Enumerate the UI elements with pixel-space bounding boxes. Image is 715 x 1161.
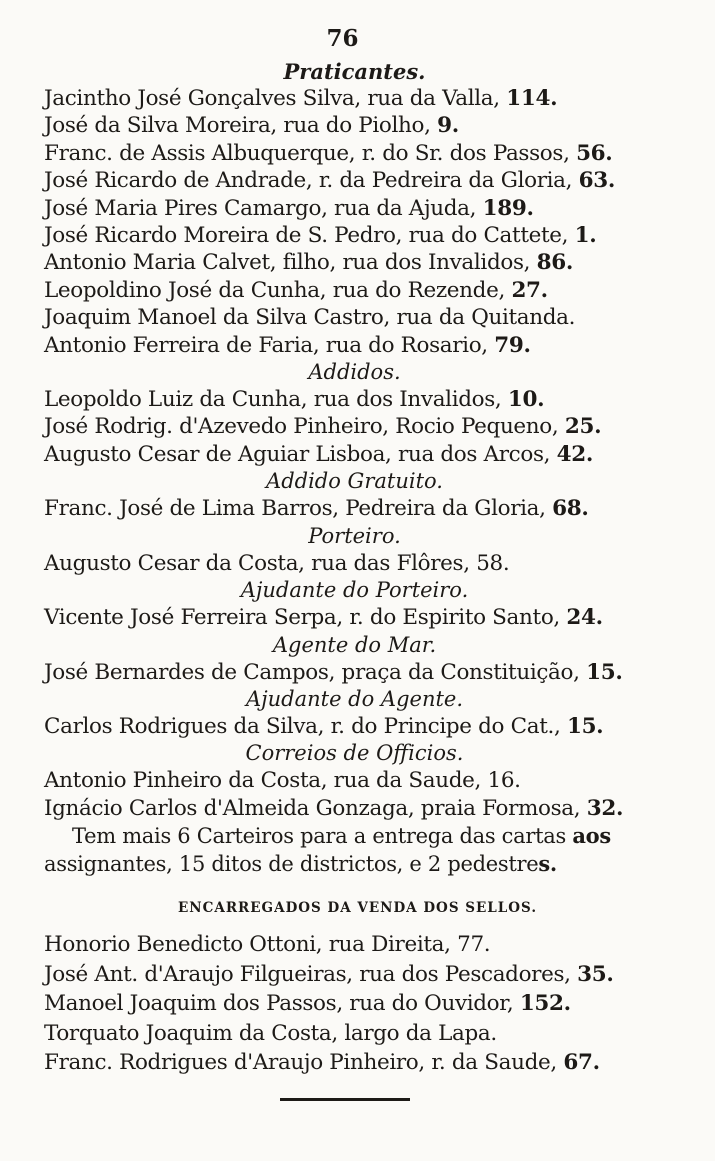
list-item: Leopoldo Luiz da Cunha, rua dos Invalidos, 10. [44, 387, 545, 413]
list-item: José da Silva Moreira, rua do Piolho, 9. [44, 113, 459, 139]
section-heading-praticantes: Praticantes. [283, 59, 426, 84]
section-heading-correios: Correios de Officios. [245, 741, 464, 766]
list-item: Franc. de Assis Albuquerque, r. do Sr. dos Passos, 56. [44, 140, 613, 166]
section-heading-porteiro: Porteiro. [308, 523, 401, 548]
section-heading-ajudante-agente: Ajudante do Agente. [245, 686, 464, 711]
list-item: José Ant. d'Araujo Filgueiras, rua dos Pescadores, 35. [44, 961, 614, 987]
list-item: Antonio Pinheiro da Costa, rua da Saude, 16. [44, 768, 521, 794]
list-item: Antonio Ferreira de Faria, rua do Rosario, 79. [44, 332, 531, 358]
page-number: 76 [326, 25, 359, 52]
list-item: Augusto Cesar de Aguiar Lisboa, rua dos Arcos, 42. [44, 441, 593, 467]
list-item: Franc. José de Lima Barros, Pedreira da Gloria, 68. [44, 496, 589, 522]
list-item: Ignácio Carlos d'Almeida Gonzaga, praia Formosa, 32. [44, 795, 624, 821]
list-item: Joaquim Manoel da Silva Castro, rua da Quitanda. [44, 305, 576, 331]
list-item: Honorio Benedicto Ottoni, rua Direita, 77. [44, 932, 491, 958]
note-line: Tem mais 6 Carteiros para a entrega das cartas aos [72, 823, 611, 849]
list-item: José Ricardo de Andrade, r. da Pedreira da Gloria, 63. [44, 168, 615, 194]
section-heading-sellos: ENCARREGADOS DA VENDA DOS SELLOS. [177, 900, 538, 917]
section-heading-ajudante-porteiro: Ajudante do Porteiro. [240, 578, 469, 603]
list-item: José Ricardo Moreira de S. Pedro, rua do Cattete, 1. [44, 223, 597, 249]
list-item: Jacintho José Gonçalves Silva, rua da Valla, 114. [44, 86, 558, 111]
list-item: Torquato Joaquim da Costa, largo da Lapa. [44, 1020, 497, 1046]
list-item: Leopoldino José da Cunha, rua do Rezende, 27. [44, 277, 548, 303]
list-item: José Maria Pires Camargo, rua da Ajuda, 189. [44, 195, 534, 221]
list-item: Antonio Maria Calvet, filho, rua dos Invalidos, 86. [44, 250, 573, 276]
list-item: Manoel Joaquim dos Passos, rua do Ouvidor, 152. [44, 991, 571, 1017]
list-item: Franc. Rodrigues d'Araujo Pinheiro, r. da Saude, 67. [44, 1050, 600, 1076]
section-heading-addido-gratuito: Addido Gratuito. [266, 469, 443, 494]
section-heading-agente-mar: Agente do Mar. [272, 632, 437, 657]
section-heading-addidos: Addidos. [308, 360, 401, 385]
list-item: Vicente José Ferreira Serpa, r. do Espirito Santo, 24. [44, 605, 603, 631]
list-item: Augusto Cesar da Costa, rua das Flôres, 58. [44, 550, 510, 576]
list-item: Carlos Rodrigues da Silva, r. do Principe do Cat., 15. [44, 713, 604, 739]
list-item: José Rodrig. d'Azevedo Pinheiro, Rocio Pequeno, 25. [44, 414, 602, 440]
note-line: assignantes, 15 ditos de districtos, e 2 pedestres. [44, 851, 557, 877]
list-item: José Bernardes de Campos, praça da Constituição, 15. [44, 659, 623, 685]
closing-rule [280, 1098, 410, 1101]
